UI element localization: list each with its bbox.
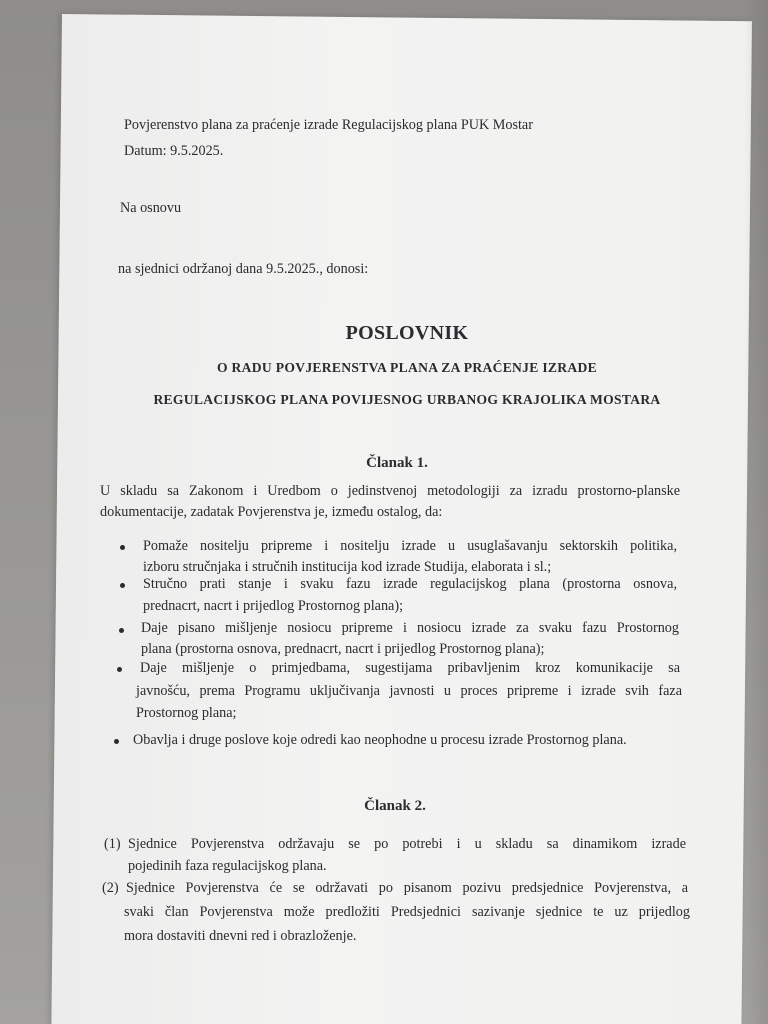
article2-heading: Članak 2. — [364, 798, 426, 814]
document-subtitle-line1: O RADU POVJERENSTVA PLANA ZA PRAĆENJE IZRADE — [216, 360, 598, 375]
page-shadow — [744, 0, 768, 1024]
item-line: Sjednice Povjerenstva će se održavati po pisanom pozivu predsjednice Povjerenstva, a — [126, 880, 688, 896]
session-line: na sjednici održanoj dana 9.5.2025., donosi: — [118, 261, 369, 277]
document-title: POSLOVNIK — [345, 322, 469, 344]
bullet-icon — [119, 628, 124, 633]
article1-intro-line: dokumentacije, zadatak Povjerenstva je, između ostalog, da: — [100, 504, 443, 520]
bullet-line: izboru stručnjaka i stručnih institucija kod izrade Studija, elaborata i sl.; — [143, 559, 552, 575]
date-line: Datum: 9.5.2025. — [124, 143, 224, 159]
bullet-line: Obavlja i druge poslove koje odredi kao neophodne u procesu izrade Prostornog plana. — [133, 732, 627, 748]
bullet-line: Prostornog plana; — [136, 705, 237, 721]
item-line: mora dostaviti dnevni red i obrazloženje. — [124, 928, 357, 944]
bullet-line: javnošću, prema Programu uključivanja javnosti u proces pripreme i izrade svih faza — [136, 683, 682, 699]
bullet-line: Stručno prati stanje i svaku fazu izrade regulacijskog plana (prostorna osnova, — [143, 576, 677, 592]
item-number: (2) — [102, 880, 119, 896]
article1-heading: Članak 1. — [366, 455, 428, 471]
bullet-line: Daje mišljenje o primjedbama, sugestijama pribavljenim kroz komunikacije sa — [140, 660, 680, 676]
item-line: pojedinih faza regulacijskog plana. — [128, 858, 327, 874]
article1-intro-line: U skladu sa Zakonom i Uredbom o jedinstvenoj metodologiji za izradu prostorno-planske — [100, 483, 680, 499]
bullet-icon — [120, 583, 125, 588]
bullet-line: Pomaže nositelju pripreme i nositelju izrade u usuglašavanju sektorskih politika, — [143, 538, 677, 554]
bullet-line: Daje pisano mišljenje nosiocu pripreme i nosiocu izrade za svaku fazu Prostornog — [141, 620, 679, 636]
bullet-icon — [120, 545, 125, 550]
item-number: (1) — [104, 836, 121, 852]
bullet-line: plana (prostorna osnova, prednacrt, nacrt i prijedlog Prostornog plana); — [141, 641, 545, 657]
bullet-icon — [117, 667, 122, 672]
item-line: Sjednice Povjerenstva održavaju se po potrebi i u skladu sa dinamikom izrade — [128, 836, 686, 852]
issuer-line: Povjerenstvo plana za praćenje izrade Regulacijskog plana PUK Mostar — [124, 117, 533, 133]
item-line: svaki član Povjerenstva može predložiti Predsjednici sazivanje sjednice te uz prijedlog — [124, 904, 690, 920]
document-subtitle-line2: REGULACIJSKOG PLANA POVIJESNOG URBANOG KRAJOLIKA MOSTARA — [153, 392, 661, 407]
bullet-icon — [114, 739, 119, 744]
basis-line: Na osnovu — [120, 200, 182, 216]
bullet-line: prednacrt, nacrt i prijedlog Prostornog plana); — [143, 598, 404, 614]
